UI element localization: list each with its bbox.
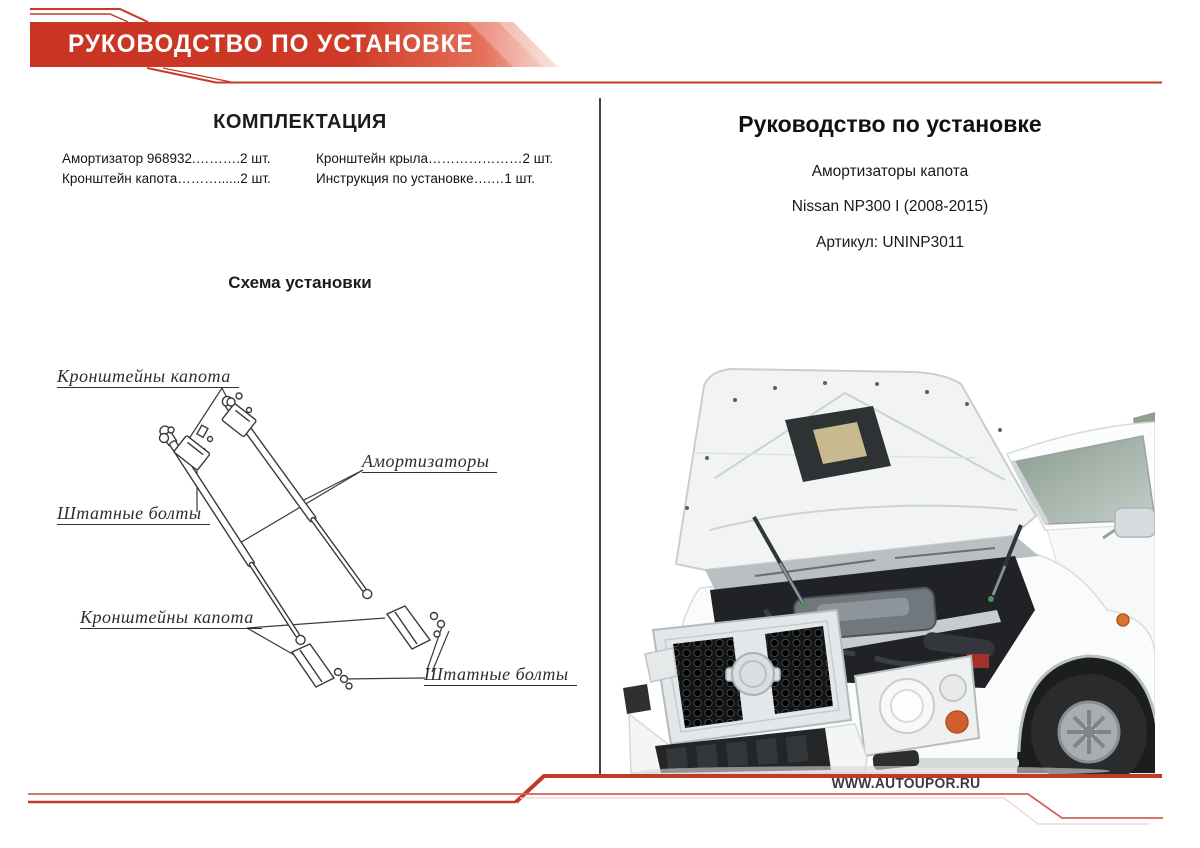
vehicle-model: Nissan NP300 I (2008-2015) <box>791 198 989 215</box>
label-stock-bolts-left: Штатные болты <box>57 503 210 525</box>
label-hood-brackets-bottom: Кронштейны капота <box>80 607 262 629</box>
kit-item: Кронштейн капота………......2 шт. <box>62 171 271 186</box>
label-stock-bolts-bottom: Штатные болты <box>424 664 577 686</box>
footer-graphic <box>0 760 1200 848</box>
fender-bracket-rear <box>387 606 445 649</box>
installation-scheme-drawing <box>50 360 570 710</box>
kit-item: Кронштейн крыла…………………2 шт. <box>316 151 553 166</box>
turn-signal <box>946 711 968 733</box>
sku: Артикул: UNINP3011 <box>816 234 964 251</box>
kit-item: Инструкция по установке….…1 шт. <box>316 171 535 186</box>
product-name: Амортизаторы капота <box>811 163 969 180</box>
column-divider <box>599 98 601 777</box>
kit-section-title: КОМПЛЕКТАЦИЯ <box>213 111 387 133</box>
side-marker <box>1117 614 1129 626</box>
kit-list-column-1 <box>62 149 271 189</box>
kit-list-column-2 <box>316 149 553 189</box>
label-struts: Амортизаторы <box>362 451 497 473</box>
label-hood-brackets-top: Кронштейны капота <box>57 366 239 388</box>
vehicle-photo <box>615 358 1155 774</box>
kit-item: Амортизатор 968932.……….2 шт. <box>62 151 271 166</box>
website-url: WWW.AUTOUPOR.RU <box>831 776 981 792</box>
doc-title: Руководство по установке <box>738 111 1042 137</box>
grille <box>653 610 851 744</box>
fender-bracket-front <box>292 644 352 689</box>
scheme-section-title: Схема установки <box>228 273 372 292</box>
page-title: РУКОВОДСТВО ПО УСТАНОВКЕ <box>68 30 474 58</box>
